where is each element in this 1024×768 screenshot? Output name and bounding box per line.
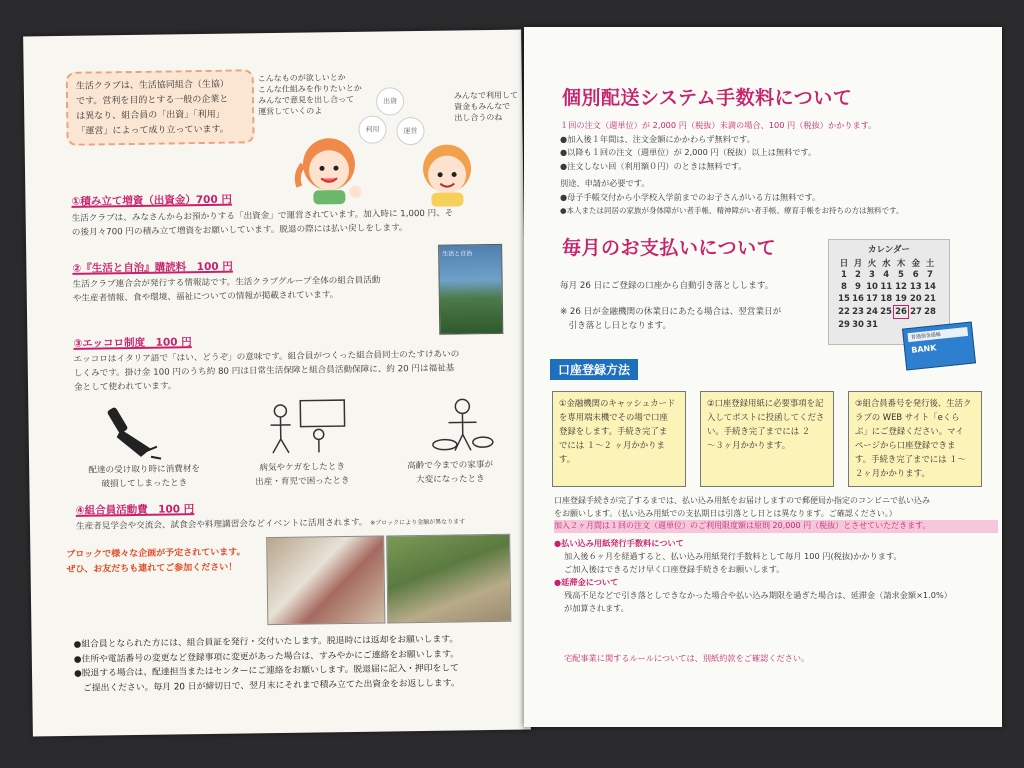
case-line: 配達の受け取り時に消費材を bbox=[88, 464, 201, 476]
calendar-day: 20 bbox=[909, 294, 922, 305]
weekday: 月 bbox=[853, 259, 863, 269]
calendar-day: 16 bbox=[852, 294, 864, 305]
registration-card-3 bbox=[848, 391, 982, 487]
speech-line: こんなものが欲しいとか bbox=[257, 73, 346, 84]
registration-card-2 bbox=[700, 391, 834, 487]
weekday: 木 bbox=[896, 259, 906, 269]
late-fee-heading bbox=[554, 576, 998, 589]
case1 bbox=[69, 462, 219, 492]
calendar-day: 19 bbox=[895, 294, 907, 304]
exemption-line: ●母子手帳交付から小学校入学前までのお子さんがいる方は無料です。 bbox=[560, 191, 821, 202]
footer-note: 宅配事業に関するルールについては、別紙約款をご確認ください。 bbox=[564, 653, 810, 663]
card-line: を専用端末機でその場で口座 bbox=[559, 412, 668, 422]
section3-body bbox=[74, 347, 521, 395]
calendar-week bbox=[837, 306, 937, 319]
bubble-operate: 運営 bbox=[396, 117, 424, 145]
calendar-day: 29 bbox=[838, 319, 850, 330]
calendar-day: 27 bbox=[910, 307, 922, 317]
case-line: 高齢で今までの家事が bbox=[407, 459, 494, 472]
block-message bbox=[66, 545, 266, 578]
section1-heading: ①積み立て増資（出資金）700 円 bbox=[71, 193, 232, 208]
late-fee-heading-text: 延滞金について bbox=[561, 577, 619, 587]
card-line: す。手続き完了までには １〜 bbox=[855, 454, 966, 464]
card-line: い。手続き完了までには ２ bbox=[707, 426, 811, 436]
member-notes bbox=[74, 632, 527, 696]
calendar-day-26-circled: 26 bbox=[895, 307, 907, 317]
intro-line: 「運営」によって成り立っています。 bbox=[76, 124, 229, 137]
payment-line: 毎月 26 日にご登録の口座から自動引き落としします。 bbox=[560, 281, 774, 291]
block-message-line: ブロックで様々な企画が予定されています。 bbox=[66, 547, 246, 560]
calendar-day: 31 bbox=[866, 319, 878, 330]
payment-body bbox=[560, 279, 820, 333]
weekday: 水 bbox=[881, 259, 891, 269]
payment-line: 引き落とし日となります。 bbox=[560, 321, 672, 331]
section1-line: 生活クラブは、みなさんからお預かりする「出資金」で運営されています。加入時に 1,000 円、そ bbox=[71, 208, 454, 224]
section3-line: 金として使われています。 bbox=[73, 381, 177, 393]
weekday: 金 bbox=[911, 259, 920, 269]
note-line: ●脱退する場合は、配達担当またはセンターにご連絡をお願いします。脱退届に記入・押印をして bbox=[73, 663, 459, 679]
cooking-icon bbox=[426, 394, 497, 457]
payment-line: ※ 26 日が金融機関の休業日にあたる場合は、翌営業日が bbox=[560, 307, 782, 317]
card-line: す。 bbox=[559, 454, 576, 464]
intro-line: は異なり、組合員の「出資」「利用」 bbox=[76, 109, 225, 122]
calendar-day: 4 bbox=[883, 270, 890, 280]
weekday: 火 bbox=[867, 259, 877, 269]
bubble-invest: 出資 bbox=[376, 87, 404, 115]
calendar-day: 21 bbox=[924, 294, 936, 305]
calendar-day: 15 bbox=[838, 294, 850, 305]
left-page bbox=[23, 30, 531, 737]
intro-box bbox=[66, 69, 255, 146]
payment-title: 毎月のお支払いについて bbox=[562, 237, 777, 259]
speech-right bbox=[454, 90, 518, 124]
bankbook-label: 普通預金通帳 bbox=[907, 327, 968, 342]
calendar-day: 11 bbox=[880, 282, 893, 292]
fee-line: ●以降も１回の注文（週単位）が 2,000 円（税抜）以上は無料です。 bbox=[560, 147, 817, 157]
late-fee-line: 残高不足などで引き落としできなかった場合や払い込み期限を過ぎた場合は、延滞金（請求金額×1.0%） bbox=[564, 590, 952, 600]
section3-line: しくみです。掛け金 100 円のうち約 80 円は日常生活保障と組合員活動保障に、約 20 円は福祉基 bbox=[73, 363, 455, 379]
calendar-day: 13 bbox=[909, 282, 922, 292]
card-line: ページから口座登録できま bbox=[855, 440, 956, 450]
calendar-day: 8 bbox=[841, 282, 847, 292]
calendar-week bbox=[837, 281, 937, 293]
right-page bbox=[524, 27, 1002, 727]
calendar-day: 24 bbox=[866, 307, 878, 317]
fee-exemption bbox=[560, 177, 996, 218]
fee-list bbox=[560, 119, 990, 173]
event-photo-cooking bbox=[266, 536, 385, 626]
registration-card-1 bbox=[552, 391, 686, 487]
bubble-use: 利用 bbox=[358, 115, 386, 143]
speech-line: 運営していくのよ bbox=[258, 106, 323, 117]
intro-line: 生活クラブは、生活協同組合（生協） bbox=[75, 79, 229, 92]
section4-heading: ④組合員活動費 100 円 bbox=[75, 503, 195, 517]
case-line: 破損してしまったとき bbox=[101, 478, 188, 490]
card-line: ①金融機関のキャッシュカード bbox=[559, 398, 676, 408]
calendar-day: 5 bbox=[898, 270, 904, 280]
calendar-day: 9 bbox=[855, 282, 861, 292]
broken-bottle-icon bbox=[94, 403, 165, 462]
section1-line: の後月々700 円の積み立て増資をお願いしています。脱退の際には払い戻しをします。 bbox=[71, 223, 408, 238]
calendar-week bbox=[837, 269, 937, 281]
fee-slip-heading bbox=[554, 537, 998, 550]
intro-line: です。営利を目的とする一般の企業と bbox=[75, 94, 229, 107]
speech-line: 資金もみんなで bbox=[454, 101, 511, 112]
calendar-title: カレンダー bbox=[868, 245, 910, 255]
calendar-week bbox=[837, 293, 937, 306]
section4-text: 生産者見学会や交流会、試食会や料理講習会などイベントに活用されます。 bbox=[75, 517, 368, 532]
case2 bbox=[227, 460, 377, 490]
bankbook-text: BANK bbox=[910, 343, 937, 355]
calendar-grid bbox=[837, 257, 937, 331]
case-line: 大変になったとき bbox=[415, 474, 485, 486]
account-registration-tag: 口座登録方法 bbox=[550, 359, 638, 380]
card-line: ラブの WEB サイト「eくら bbox=[855, 412, 960, 422]
card-line: ２ヶ月かかります。 bbox=[855, 468, 930, 478]
card-line: ②口座登録用紙に必要事項を記 bbox=[707, 398, 824, 408]
speech-line: みんなで意見を出し合って bbox=[257, 94, 355, 106]
section2-heading: ②『生活と自治』購読料 100 円 bbox=[72, 260, 233, 275]
section4-body bbox=[76, 514, 465, 534]
bankbook-illustration bbox=[902, 321, 976, 370]
note-line: ●組合員となられた方には、組合員証を発行・交付いたします。脱退時には返却をお願いします。 bbox=[73, 634, 459, 650]
limit-highlight: 加入２ヶ月間は１回の注文（週単位）のご利用限度額は原則 20,000 円（税抜）とさせていただきます。 bbox=[554, 520, 998, 533]
fee-title: 個別配送システム手数料について bbox=[562, 87, 853, 109]
section2-line: や生産者情報、食や環境、福祉についての情報が掲載されています。 bbox=[72, 290, 339, 304]
section4-note: ※ブロックにより金額が異なります bbox=[370, 518, 466, 527]
exemption-line: ●本人または同居の家族が身体障がい者手帳、精神障がい者手帳、療育手帳をお持ちの方は無料です。 bbox=[560, 206, 904, 215]
calendar-day: 6 bbox=[912, 270, 919, 280]
speech-line: こんな仕組みを作りたいとか bbox=[257, 83, 362, 95]
calendar-day: 18 bbox=[880, 294, 893, 305]
card-line: でには １〜２ ヶ月かかりま bbox=[559, 440, 665, 450]
fee-line: ●加入後１年間は、注文金額にかかわらず無料です。 bbox=[560, 133, 755, 144]
section3-line: エッコロはイタリア語で「はい、どうぞ」の意味です。組合員がつくった組合員同士のたすけあいの bbox=[73, 349, 460, 365]
calendar-weekday-row bbox=[837, 257, 937, 269]
calendar-day: 2 bbox=[855, 270, 861, 280]
calendar-day: 30 bbox=[852, 319, 864, 330]
calendar-day: 1 bbox=[841, 270, 847, 280]
registration-line: をお願いします。（払い込み用紙での支払期日は引落とし日とは異なります。ご確認ください。） bbox=[554, 508, 897, 518]
speech-left bbox=[258, 72, 363, 117]
calendar-day: 7 bbox=[927, 270, 933, 280]
calendar-day: 10 bbox=[866, 282, 878, 292]
fee-slip-heading-text: 払い込み用紙発行手数料について bbox=[561, 538, 684, 548]
calendar-day: 28 bbox=[924, 307, 936, 317]
late-fee-line: が加算されます。 bbox=[564, 603, 629, 613]
event-photo-farm bbox=[386, 534, 511, 624]
card-line: 入してポストに投函してくださ bbox=[707, 412, 825, 422]
case-line: 出産・育児で困ったとき bbox=[255, 475, 350, 488]
magazine-cover bbox=[438, 244, 503, 335]
registration-body bbox=[554, 495, 998, 533]
calendar-day: 23 bbox=[852, 307, 864, 317]
exemption-line: 別途、申請が必要です。 bbox=[560, 178, 650, 188]
calendar-day: 12 bbox=[895, 282, 907, 292]
boy-illustration-icon bbox=[409, 134, 490, 207]
registration-line: 口座登録手続きが完了するまでは、払い込み用紙をお届けしますので郵便局か指定のコンビニで払い込み bbox=[554, 496, 930, 505]
weekday: 土 bbox=[925, 259, 935, 269]
fee-slip-line: 加入後６ヶ月を経過すると、払い込み用紙発行手数料として毎月 100 円(税抜)かかります。 bbox=[564, 551, 902, 561]
case3 bbox=[375, 458, 525, 488]
section1-body bbox=[72, 206, 518, 240]
card-line: 登録をします。手続き完了ま bbox=[559, 426, 668, 436]
section2-body bbox=[73, 273, 439, 306]
calendar-day: 3 bbox=[869, 270, 875, 280]
note-line: ご提出ください。毎月 20 日が締切日で、翌月末にそれまで積み立てた出資金をお返しします。 bbox=[74, 677, 460, 694]
girl-illustration-icon bbox=[282, 128, 379, 209]
fee-slip-section bbox=[554, 537, 998, 615]
calendar-day: 14 bbox=[924, 282, 936, 292]
section2-line: 生活クラブ連合会が発行する情報誌です。生活クラブグループ全体の組合員活動 bbox=[72, 275, 381, 290]
calendar-day: 25 bbox=[880, 307, 892, 317]
calendar-day: 17 bbox=[866, 294, 878, 305]
case-line: 病気やケガをしたとき bbox=[259, 462, 346, 474]
card-line: ③組合員番号を発行後、生活ク bbox=[855, 398, 972, 408]
section3-heading: ③エッコロ制度 100 円 bbox=[73, 336, 192, 350]
block-message-line: ぜひ、お友だちも連れてご参加ください！ bbox=[66, 562, 238, 575]
calendar-day: 22 bbox=[838, 307, 850, 317]
card-line: ぶ」にご登録ください。マイ bbox=[855, 426, 964, 436]
card-line: 〜３ヶ月かかります。 bbox=[707, 440, 791, 450]
fee-line: １回の注文（週単位）が 2,000 円（税抜）未満の場合、100 円（税抜）かかります。 bbox=[560, 120, 877, 130]
magazine-title: 生活と自治 bbox=[442, 250, 473, 258]
speech-line: みんなで利用して bbox=[453, 90, 519, 101]
speech-line: 出し合うのね bbox=[454, 112, 503, 123]
weekday: 日 bbox=[839, 259, 849, 269]
fee-slip-line: ご加入後はできるだけ早く口座登録手続きをお願いします。 bbox=[564, 564, 785, 574]
caregiving-icon bbox=[260, 392, 351, 459]
note-line: ●住所や電話番号の変更など登録事項に変更があった場合は、すみやかにご連絡をお願いします。 bbox=[73, 648, 460, 665]
fee-line: ●注文しない回（利用額０円）のときは無料です。 bbox=[560, 160, 747, 171]
